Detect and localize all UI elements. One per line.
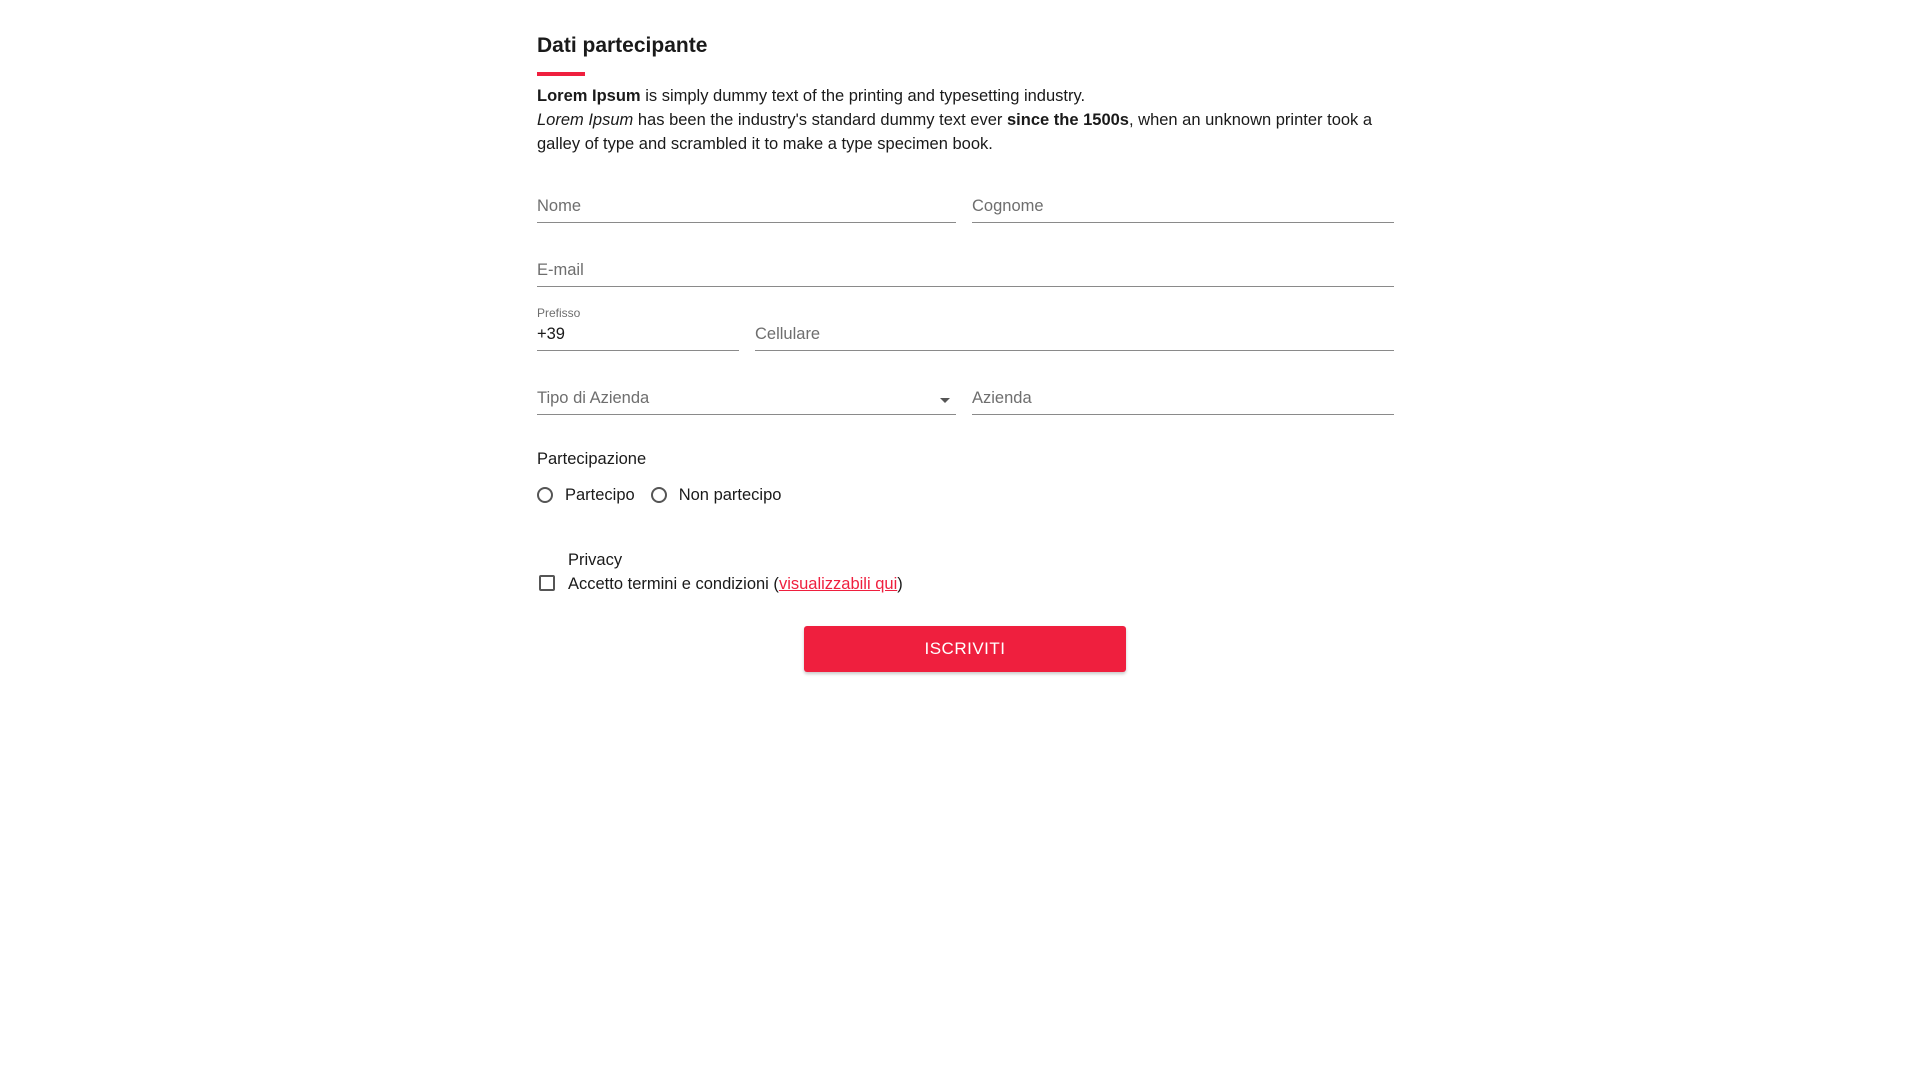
privacy-text-after: ) — [897, 575, 903, 593]
radio-label-non-partecipo[interactable]: Non partecipo — [678, 485, 782, 504]
tipo-azienda-select[interactable] — [537, 374, 956, 415]
privacy-title: Privacy — [568, 551, 623, 569]
intro-text-2: has been the industry's standard dummy text ever — [633, 111, 1007, 129]
nome-field[interactable] — [537, 182, 956, 223]
radio-partecipo[interactable] — [537, 486, 635, 505]
partecipazione-label: Partecipazione — [537, 450, 647, 468]
privacy-terms-link[interactable]: visualizzabili qui — [778, 575, 898, 593]
prefisso-field[interactable] — [537, 306, 739, 351]
page-title: Dati partecipante — [537, 34, 708, 57]
intro-paragraph — [537, 84, 1394, 156]
intro-text-1: is simply dummy text of the printing and typesetting industry. — [640, 87, 1086, 105]
radio-label-partecipo[interactable]: Partecipo — [565, 485, 635, 504]
cognome-field[interactable] — [972, 182, 1394, 223]
title-accent-bar — [537, 72, 585, 76]
cellulare-input[interactable] — [755, 322, 1394, 346]
radio-non-partecipo[interactable] — [651, 486, 782, 505]
intro-bold-1: Lorem Ipsum — [537, 87, 641, 105]
intro-italic: Lorem Ipsum — [537, 111, 634, 129]
privacy-checkbox[interactable] — [539, 575, 555, 591]
radio-circle-icon[interactable] — [537, 487, 553, 503]
cognome-input[interactable] — [972, 194, 1394, 218]
nome-input[interactable] — [537, 194, 956, 218]
privacy-text-before: Accetto termini e condizioni ( — [568, 575, 779, 593]
prefisso-label: Prefisso — [537, 306, 581, 320]
intro-bold-2: since the 1500s — [1006, 111, 1129, 129]
partecipazione-radio-group — [537, 483, 797, 507]
cellulare-field[interactable] — [755, 310, 1394, 351]
privacy-terms-text — [568, 575, 903, 594]
email-input[interactable] — [537, 258, 1394, 282]
azienda-input[interactable] — [972, 386, 1394, 410]
intro-text-3: , when an unknown printer took a galley of type and scrambled it to make a type specimen book. — [537, 111, 1373, 153]
radio-circle-icon[interactable] — [651, 487, 667, 503]
tipo-azienda-placeholder: Tipo di Azienda — [537, 389, 650, 407]
prefisso-input[interactable] — [537, 322, 739, 346]
chevron-down-icon[interactable] — [940, 398, 950, 403]
iscriviti-button[interactable]: ISCRIVITI — [804, 626, 1126, 672]
azienda-field[interactable] — [972, 374, 1394, 415]
email-field[interactable] — [537, 246, 1394, 287]
